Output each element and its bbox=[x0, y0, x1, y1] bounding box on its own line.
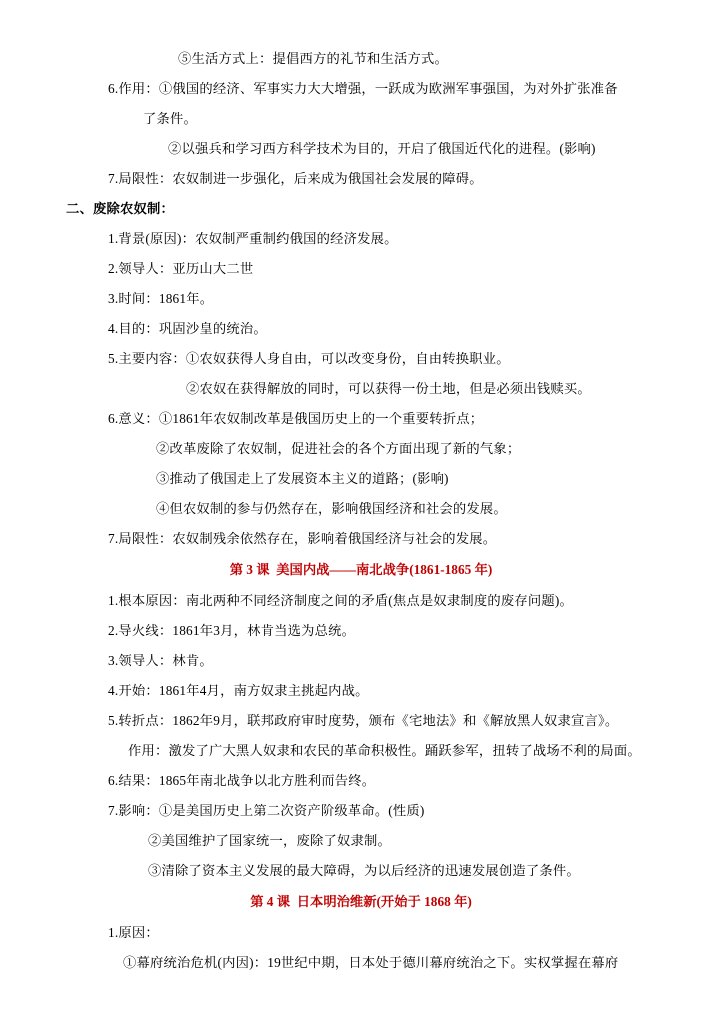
lesson-title: 第 4 课 日本明治维新(开始于 1868 年) bbox=[250, 894, 472, 909]
section-heading: 二、废除农奴制： bbox=[66, 201, 174, 216]
document-body bbox=[48, 44, 674, 978]
document-line: 了条件。 bbox=[143, 111, 197, 126]
document-line: ①幕府统治危机(内因)：19世纪中期，日本处于德川幕府统治之下。实权掌握在幕府 bbox=[123, 955, 619, 970]
document-line: ④但农奴制的参与仍然存在，影响俄国经济和社会的发展。 bbox=[156, 501, 507, 516]
document-line: ②农奴在获得解放的同时，可以获得一份土地，但是必须出钱赎买。 bbox=[186, 381, 591, 396]
document-line: 6.作用：①俄国的经济、军事实力大大增强，一跃成为欧洲军事强国，为对外扩张准备 bbox=[108, 81, 618, 96]
document-line: 6.意义：①1861年农奴制改革是俄国历史上的一个重要转折点； bbox=[108, 411, 484, 426]
document-line: 1.根本原因：南北两种不同经济制度之间的矛盾(焦点是奴隶制度的废存问题)。 bbox=[108, 593, 574, 608]
document-line: 7.局限性：农奴制进一步强化，后来成为俄国社会发展的障碍。 bbox=[108, 171, 483, 186]
document-line: 作用：激发了广大黑人奴隶和农民的革命积极性。踊跃参军，扭转了战场不利的局面。 bbox=[128, 743, 641, 758]
document-line: 1.背景(原因)：农奴制严重制约俄国的经济发展。 bbox=[108, 231, 398, 246]
document-line: 7.影响：①是美国历史上第二次资产阶级革命。(性质) bbox=[108, 803, 425, 818]
document-line: ③清除了资本主义发展的最大障碍，为以后经济的迅速发展创造了条件。 bbox=[148, 863, 580, 878]
document-line: 1.原因： bbox=[108, 925, 159, 940]
document-line: 2.导火线：1861年3月，林肯当选为总统。 bbox=[108, 623, 356, 638]
document-line: ⑤生活方式上：提倡西方的礼节和生活方式。 bbox=[178, 51, 448, 66]
document-line: 4.开始：1861年4月，南方奴隶主挑起内战。 bbox=[108, 683, 369, 698]
document-line: 5.转折点：1862年9月，联邦政府审时度势，颁布《宅地法》和《解放黑人奴隶宣言》。 bbox=[108, 713, 619, 728]
document-line: 2.领导人：亚历山大二世 bbox=[108, 261, 254, 276]
document-line: 3.时间：1861年。 bbox=[108, 291, 214, 306]
document-line: ②美国维护了国家统一，废除了奴隶制。 bbox=[148, 833, 391, 848]
document-line: ②以强兵和学习西方科学技术为目的，开启了俄国近代化的进程。(影响) bbox=[168, 141, 596, 156]
document-line: ③推动了俄国走上了发展资本主义的道路；(影响) bbox=[156, 471, 449, 486]
document-line: 3.领导人：林肯。 bbox=[108, 653, 213, 668]
document-line: 7.局限性：农奴制残余依然存在，影响着俄国经济与社会的发展。 bbox=[108, 531, 497, 546]
lesson-title: 第 3 课 美国内战——南北战争(1861-1865 年) bbox=[229, 562, 493, 577]
document-line: 5.主要内容：①农奴获得人身自由，可以改变身份，自由转换职业。 bbox=[108, 351, 510, 366]
document-line: ②改革废除了农奴制，促进社会的各个方面出现了新的气象； bbox=[156, 441, 521, 456]
document-line: 6.结果：1865年南北战争以北方胜利而告终。 bbox=[108, 773, 376, 788]
document-line: 4.目的：巩固沙皇的统治。 bbox=[108, 321, 267, 336]
